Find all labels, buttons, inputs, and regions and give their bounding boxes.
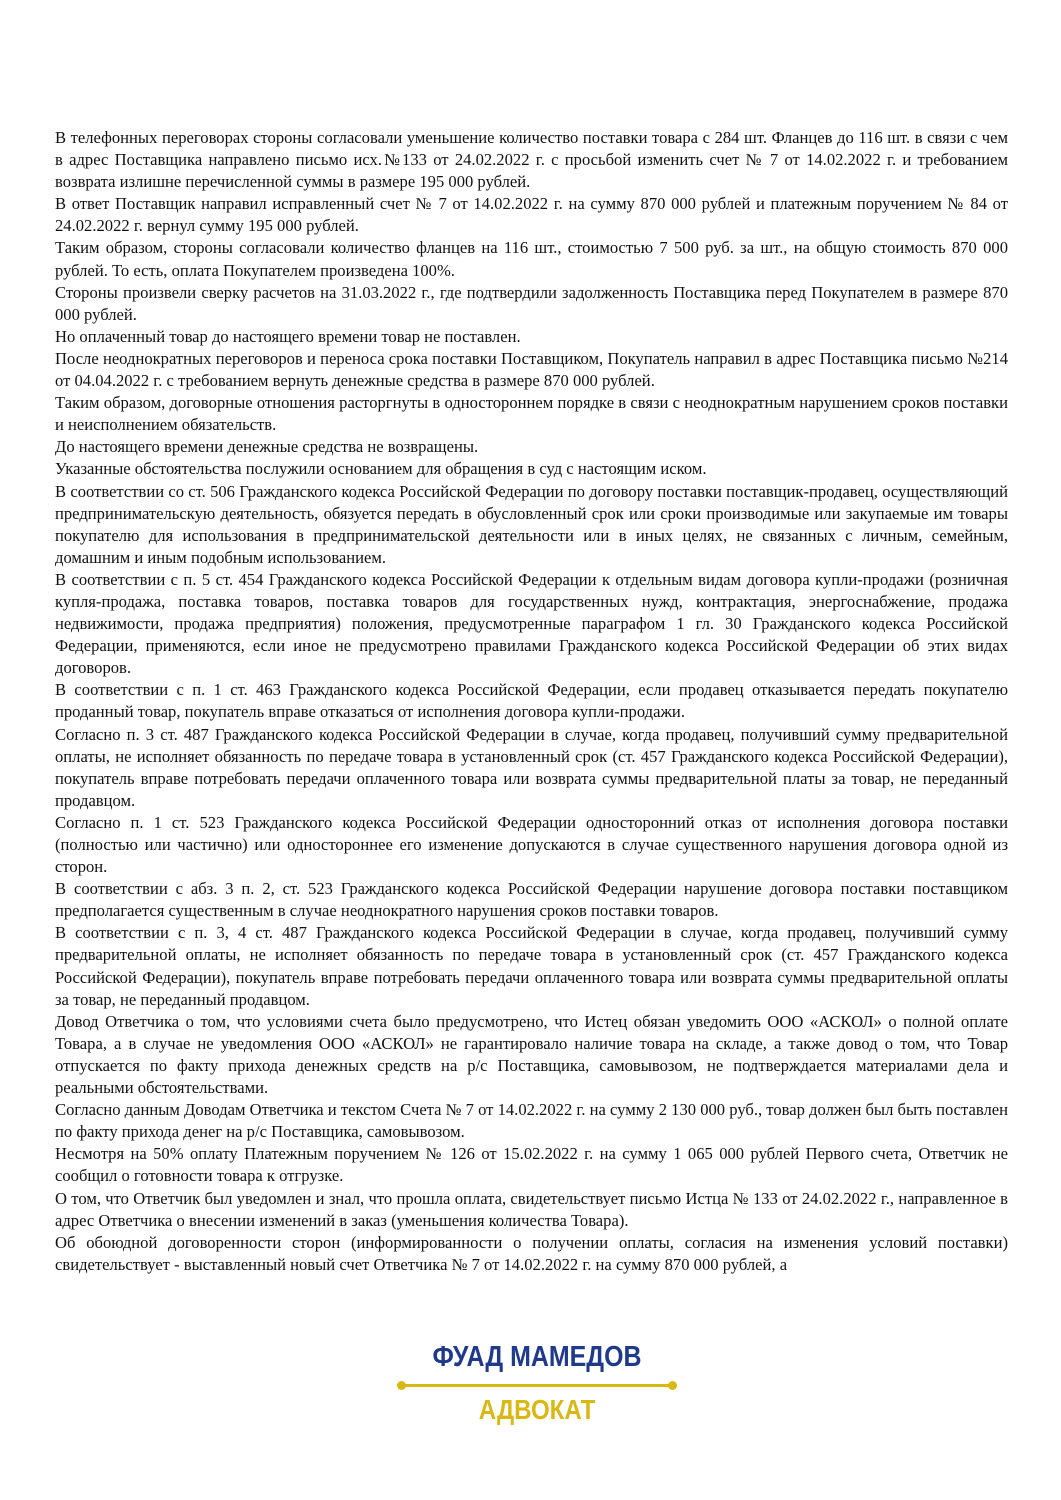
paragraph-14: Согласно п. 1 ст. 523 Гражданского кодекса Российской Федерации односторонний отказ от исполнения договора поставки (полностью или частично) или одностороннее его изменение допускаются в случае существенного нарушения договора одной из сторон. (55, 812, 1008, 877)
logo-name: ФУАД МАМЕДОВ (432, 1341, 642, 1373)
advocate-logo (392, 1340, 682, 1430)
paragraph-2: В ответ Поставщик направил исправленный счет № 7 от 14.02.2022 г. на сумму 870 000 рублей и платежным поручением № 84 от 24.02.2022 г. вернул сумму 195 000 рублей. (55, 194, 1008, 236)
paragraph-11: В соответствии с п. 5 ст. 454 Гражданского кодекса Российской Федерации к отдельным видам договора купли-продажи (розничная купля-продажа, поставка товаров, поставка товаров для государственных нужд, контрактация, энергоснабжение, продажа недвижимости, продажа предприятия) положения, предусмотренные параграфом 1 гл. 30 Гражданского кодекса Российской Федерации, применяются, если иное не предусмотрено правилами Гражданского кодекса Российской Федерации об этих видах договоров. (55, 569, 1008, 678)
paragraph-4: Стороны произвели сверку расчетов на 31.03.2022 г., где подтвердили задолженность Поставщика перед Покупателем в размере 870 000 рублей. (55, 282, 1008, 324)
paragraph-21: Об обоюдной договоренности сторон (информированности о получении оплаты, согласия на изменения условий поставки) свидетельствует - выставленный новый счет Ответчика № 7 от 14.02.2022 г. на сумму 870 000 рублей, а (55, 1232, 1008, 1274)
logo-divider (402, 1384, 672, 1387)
paragraph-15: В соответствии с абз. 3 п. 2, ст. 523 Гражданского кодекса Российской Федерации нарушение договора поставки поставщиком предполагается существенным в случае неоднократного нарушения сроков поставки товаров. (55, 879, 1008, 921)
paragraph-1: В телефонных переговорах стороны согласовали уменьшение количество поставки товара с 284 шт. Фланцев до 116 шт. в связи с чем в адрес Поставщика направлено письмо исх.№133 от 24.02.2022 г. с просьбой изменить счет № 7 от 14.02.2022 г. и требованием возврата излишне перечисленной суммы в размере 195 000 рублей. (55, 128, 1008, 192)
paragraph-8: До настоящего времени денежные средства не возвращены. (55, 437, 479, 457)
logo-title: АДВОКАТ (478, 1394, 596, 1425)
paragraph-5: Но оплаченный товар до настоящего времени товар не поставлен. (55, 326, 521, 346)
paragraph-18: Согласно данным Доводам Ответчика и текстом Счета № 7 от 14.02.2022 г. на сумму 2 130 000 руб., товар должен был быть поставлен по факту прихода денег на р/с Поставщика, самовывозом. (55, 1100, 1008, 1142)
paragraph-3: Таким образом, стороны согласовали количество фланцев на 116 шт., стоимостью 7 500 руб. за шт., на общую стоимость 870 000 рублей. То есть, оплата Покупателем произведена 100%. (55, 238, 1008, 280)
paragraph-12: В соответствии с п. 1 ст. 463 Гражданского кодекса Российской Федерации, если продавец отказывается передать покупателю проданный товар, покупатель вправе отказаться от исполнения договора купли-продажи. (55, 680, 1008, 722)
paragraph-9: Указанные обстоятельства послужили основанием для обращения в суд с настоящим иском. (55, 459, 707, 479)
paragraph-19: Несмотря на 50% оплату Платежным поручением № 126 от 15.02.2022 г. на сумму 1 065 000 рублей Первого счета, Ответчик не сообщил о готовности товара к отгрузке. (55, 1144, 1008, 1186)
paragraph-6: После неоднократных переговоров и переноса срока поставки Поставщиком, Покупатель направил в адрес Поставщика письмо №214 от 04.04.2022 г. с требованием вернуть денежные средства в размере 870 000 рублей. (55, 348, 1008, 391)
paragraph-17: Довод Ответчика о том, что условиями счета было предусмотрено, что Истец обязан уведомить ООО «АСКОЛ» о полной оплате Товара, а в случае не уведомления ООО «АСКОЛ» не гарантировало наличие товара на складе, а также довод о том, что Товар отпускается по факту прихода денежных средств на р/с Поставщика, самовывозом, не подтверждается материалами дела и реальными обстоятельствами. (55, 1011, 1008, 1098)
paragraph-13: Согласно п. 3 ст. 487 Гражданского кодекса Российской Федерации в случае, когда продавец, получивший сумму предварительной оплаты, не исполняет обязанность по передаче товара в установленный срок (ст. 457 Гражданского кодекса Российской Федерации), покупатель вправе потребовать передачи оплаченного товара или возврата суммы предварительной платы за товар, не переданный продавцом. (55, 724, 1008, 810)
paragraph-20: О том, что Ответчик был уведомлен и знал, что прошла оплата, свидетельствует письмо Истца № 133 от 24.02.2022 г., направленное в адрес Ответчика о внесении изменений в заказ (уменьшения количества Товара). (55, 1188, 1008, 1230)
paragraph-10: В соответствии со ст. 506 Гражданского кодекса Российской Федерации по договору поставки поставщик-продавец, осуществляющий предпринимательскую деятельность, обязуется передать в обусловленный срок или сроки производимые или закупаемые им товары покупателю для использования в предпринимательской деятельности или в иных целях, не связанных с личным, семейным, домашним и иным подобным использованием. (55, 481, 1008, 567)
paragraph-16: В соответствии с п. 3, 4 ст. 487 Гражданского кодекса Российской Федерации в случае, когда продавец, получивший сумму предварительной оплаты, не исполняет обязанность по передаче товара в установленный срок (ст. 457 Гражданского кодекса Российской Федерации), покупатель вправе потребовать передачи оплаченного товара или возврата суммы предварительной оплаты за товар, не переданный продавцом. (55, 923, 1008, 1009)
document-body (55, 127, 1008, 1276)
paragraph-7: Таким образом, договорные отношения расторгнуты в одностороннем порядке в связи с неоднократным нарушением сроков поставки и неисполнением обязательств. (55, 393, 1008, 435)
